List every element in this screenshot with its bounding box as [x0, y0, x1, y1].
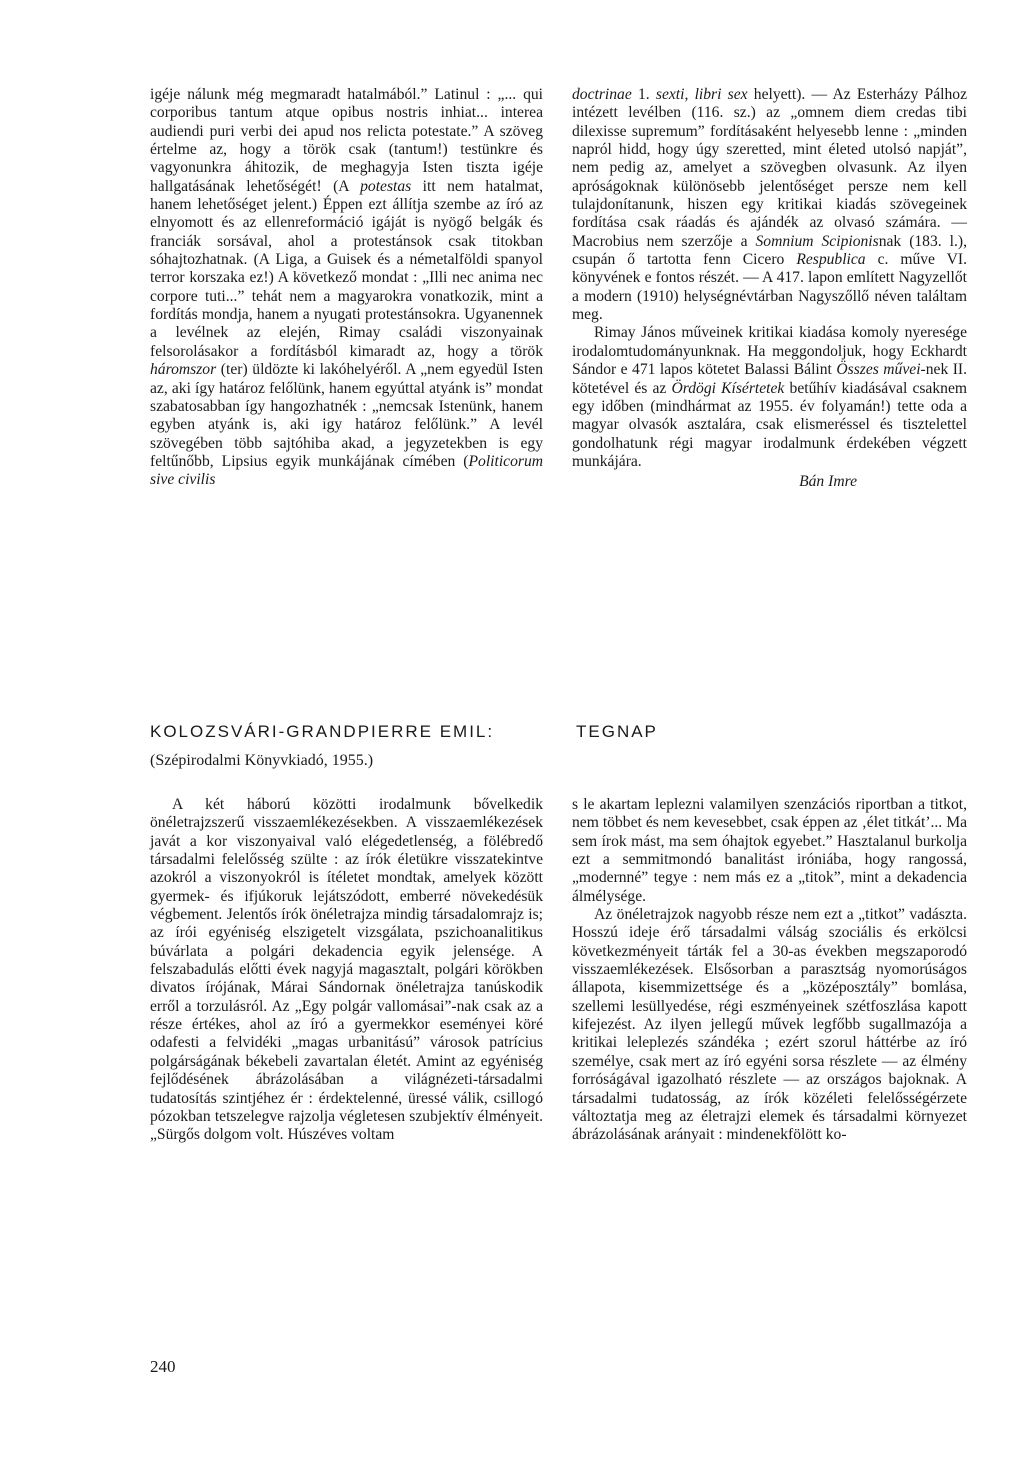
author-signature: Bán Imre: [799, 473, 857, 491]
top-left-paragraph: igéje nálunk még megmaradt hatalmából.” Latinul : „... qui corporibus tantum atque opibus nostris inhiat... interea audiendi puri verbi dei apud nos relicta potestate.” A szöveg értelme az, hogy a török csak (tantum!) testünkre és vagyonunkra áhitozik, de meghagyja Isten tiszta igéje hallgatásának lehetőségét! (A potestas itt nem hatalmat, hanem lehetőséget jelent.) Éppen ezt állítja szembe az író az elnyomott és az ellenreformáció igáját is nyögő belgák és franciák sorsával, ahol a protestánsok csak titokban sóhajtozhatnak. (A Liga, a Guisek és a németalföldi spanyol terror korszaka ez!) A következő mondat : „Illi nec anima nec corpore tuti...” tehát nem a magyarokra vonatkozik, mint a fordítás mondja, hanem a nyugati protestánsokra. Ugyanennek a levélnek az elején, Rimay családi viszonyainak felsorolásakor a fordításból kimaradt az, hogy a török háromszor (ter) üldözte ki lakóhelyéről. A „nem egyedül Isten az, aki így határoz felőlünk, hanem egyúttal atyánk is” mondat szabatosabban így hangozhatnék : „nemcsak Istenünk, hanem egyben atyánk is, aki igy határoz felőlünk.” A levél szövegében több sajtóhiba akad, a jegyzetekben is egy feltűnőbb, Lipsius egyik munkájának címében (Politicorum sive civilis: [150, 86, 543, 489]
page-number: 240: [150, 1357, 176, 1376]
bottom-left-paragraph: A két háború közötti irodalmunk bővelkedik önéletrajzszerű visszaemlékezésekben. A visszaemlékezések javát a kor viszonyaival való elégedetlenség, a fölébredő társadalmi felelősség szülte : az írók életükre visszatekintve azokról a viszonyokról is ítéletet mondtak, amelyek között gyermek- és ifjúkoruk lejátszódott, emberré növekedésük végbement. Jelentős írók önéletrajza mindig társadalomrajz is; az írói egyéniség elszigetelt vizsgálata, pszichoanalitikus búvárlata a polgári dekadencia egyik jelensége. A felszabadulás előtti évek nagyjá magasztalt, polgári körökben divatos írójának, Márai Sándornak önéletrajza tanúskodik erről a torzulásról. Az „Egy polgár vallomásai”-nak csak az a része értékes, ahol az író a gyermekkor eseményei köré odafesti a felvidéki „magas urbanitású” városok patrícius polgárságának békebeli zavartalan életét. Amint az egyéniség fejlődésének ábrázolásában a világnézeti-társadalmi tudatosítás szintjéhez ér : érdektelenné, üressé válik, csillogó pózokban tetszelegve rajzolja végletesen szubjektív élményeit. „Sürgős dolgom volt. Húszéves voltam: [150, 796, 543, 1144]
top-left-column: [150, 86, 543, 490]
review-book-title: TEGNAP: [576, 722, 658, 741]
review-title: [150, 722, 970, 742]
publisher-line: (Szépirodalmi Könyvkiadó, 1955.): [150, 752, 374, 769]
bottom-right-column: [572, 796, 967, 1145]
bottom-right-paragraph-1: s le akartam leplezni valamilyen szenzációs riportban a titkot, nem többet és nem kevesebbet, csak éppen az ‚élet titkát’... Ma sem írok mást, ma sem óhajtok egyebet.” Hasztalanul burkolja ezt a semmitmondó banalitást iróniába, hogy rangossá, „modernné” tegye : nem más ez a „titok”, mint a dekadencia álmélysége.: [572, 796, 967, 905]
bottom-left-column: [150, 796, 543, 1145]
top-right-paragraph-1: doctrinae 1. sexti, libri sex helyett). — Az Esterházy Pálhoz intézett levélben (116. sz.) az „omnem diem credas tibi dilexisse supremum” fordításaként helyesebb lenne : „minden napról hidd, hogy úgy szeretted, mint életed utolsó napját”, nem pedig az, amelyet a szövegben olvasunk. Az ilyen apróságoknak különösebb jelentőséget persze nem kell tulajdonítanunk, hiszen egy kritikai kiadás szövegeinek fordítása csak ráadás és ajándék az olvasó számára. — Macrobius nem szerzője a Somnium Scipionisnak (183. l.), csupán ő tartotta fenn Cicero Respublica c. műve VI. könyvének e fontos részét. — A 417. lapon említett Nagyzellőt a modern (1910) helységnévtárban Nagyszőllő néven találtam meg.: [572, 86, 968, 324]
review-author: KOLOZSVÁRI-GRANDPIERRE EMIL:: [150, 722, 495, 741]
bottom-right-paragraph-2: Az önéletrajzok nagyobb része nem ezt a „titkot” vadászta. Hosszú ideje érő társadalmi válság szociális és erkölcsi következményeit tárták fel a 30-as években megszaporodó visszaemlékezések. Elsősorban a parasztság nyomorúságos állapota, kisemmizettsége és a „középosztály” bomlása, szellemi lesüllyedése, régi eszményeinek szétfoszlása kapott kifejezést. Az ilyen jellegű művek legfőbb sugallmazója a kritikai leleplezés szándéka ; ezért szorul háttérbe az író személye, csak mert az író egyéni sorsa részlete — az élmény forróságával igazolható részlete — az országos bajoknak. A társadalmi tudatosság, az írók közéleti felelősségérzete változtatja meg az életrajzi elemek és társadalmi környezet ábrázolásának arányait : mindenekfölött ko-: [572, 906, 967, 1144]
top-right-column: [572, 86, 967, 492]
top-right-paragraph-2: Rimay János műveinek kritikai kiadása komoly nyeresége irodalomtudományunknak. Ha meggondoljuk, hogy Eckhardt Sándor e 471 lapos kötetet Balassi Bálint Összes művei-nek II. kötetével és az Ördögi Kísértetek betűhív kiadásával csaknem egy időben (mindhármat az 1955. év folyamán!) tette oda a magyar olvasók asztalára, csak elismeréssel és tisztelettel gondolhatunk régi magyar irodalmunk érdekében végzett munkájára.: [572, 324, 968, 470]
